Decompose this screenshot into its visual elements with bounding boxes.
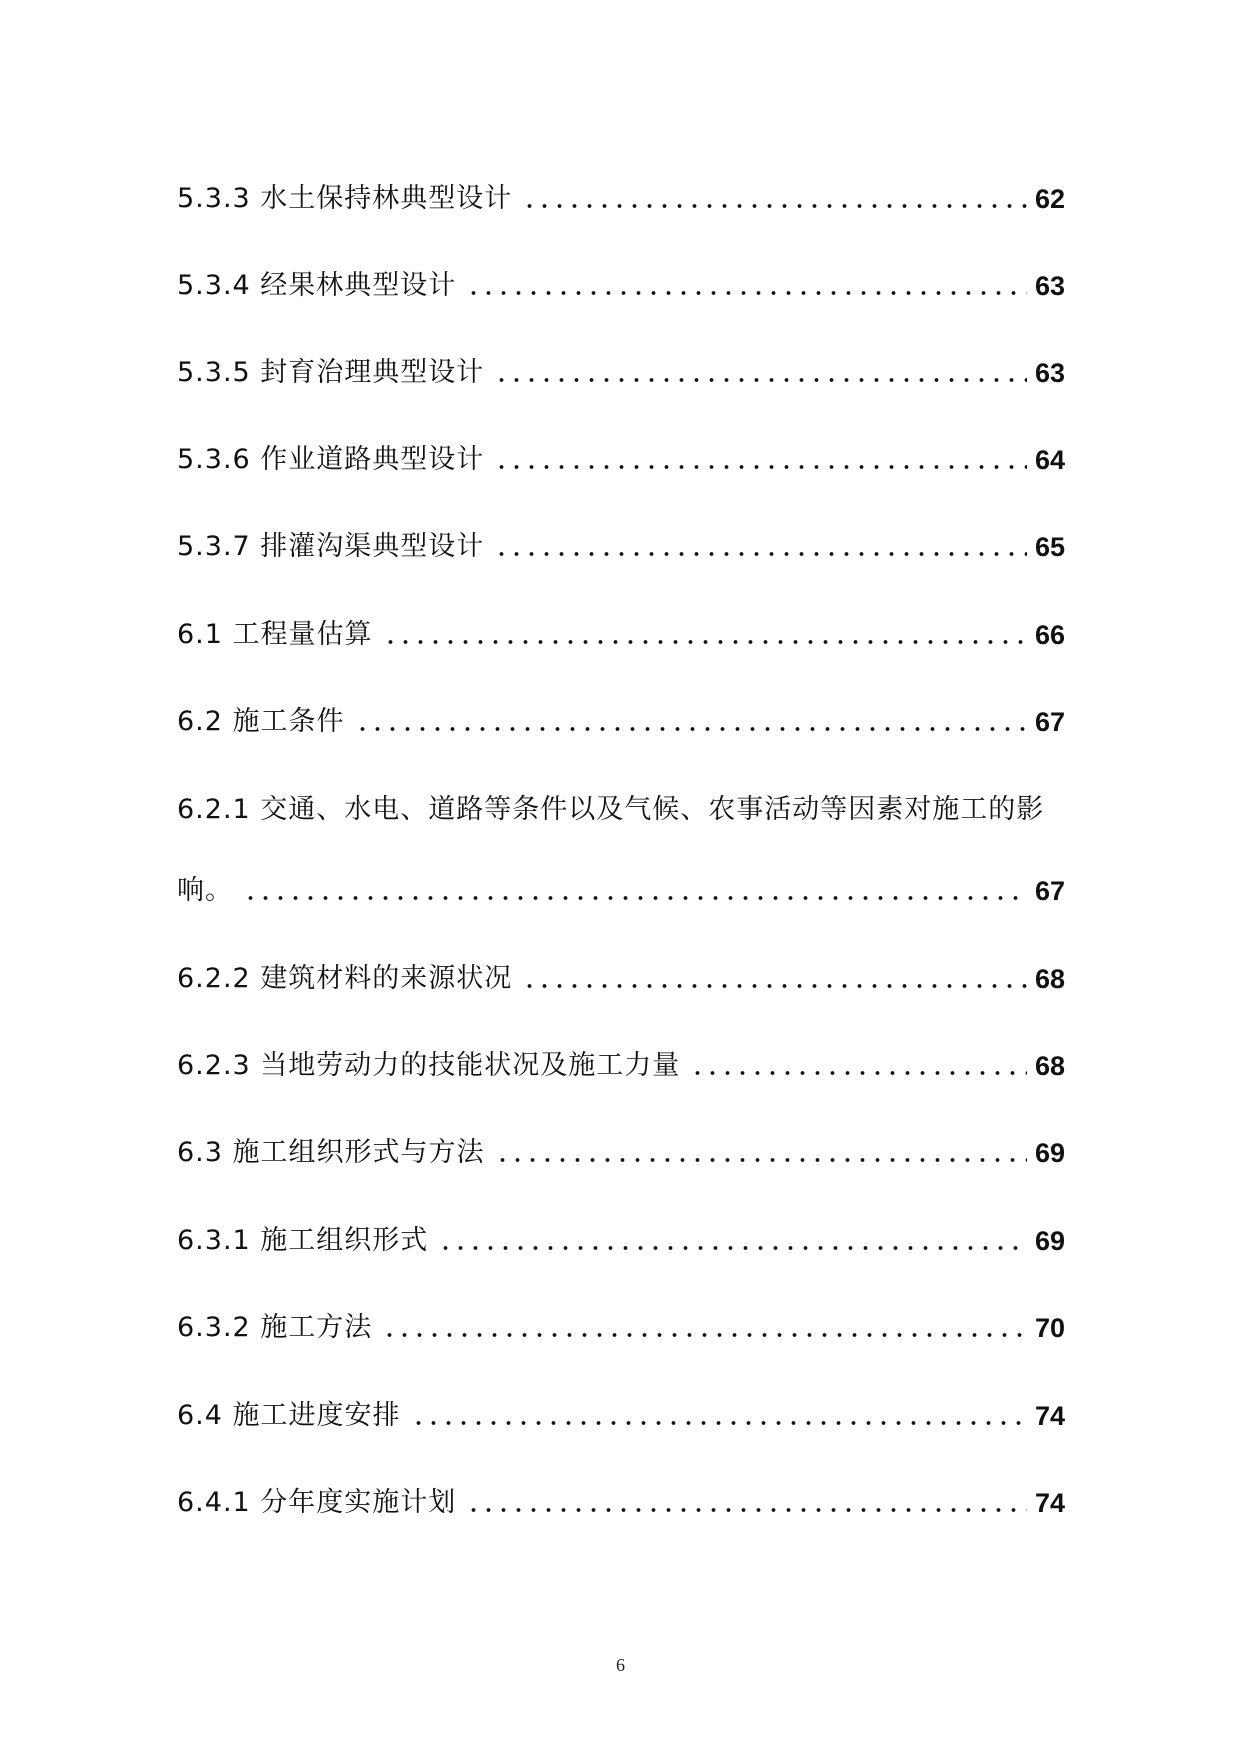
toc-entry-6-4[interactable]	[177, 1393, 1065, 1433]
dot-leader	[382, 1313, 1027, 1339]
toc-entry-label: 5.3.3 水土保持林典型设计	[177, 183, 513, 214]
toc-entry-6-2-2[interactable]	[177, 956, 1065, 996]
toc-entry-5-3-7[interactable]	[177, 524, 1065, 564]
toc-entry-6-2-1-line1[interactable]	[177, 787, 1065, 827]
toc-entry-page: 68	[1034, 964, 1065, 994]
toc-entry-label: 6.3.2 施工方法	[177, 1312, 373, 1343]
toc-entry-page: 70	[1034, 1313, 1065, 1343]
toc-entry-label: 6.3.1 施工组织形式	[177, 1225, 429, 1256]
toc-entry-page: 74	[1034, 1488, 1065, 1518]
toc-entry-page: 69	[1034, 1226, 1065, 1256]
toc-entry-5-3-3[interactable]	[177, 176, 1065, 216]
toc-entry-page: 68	[1034, 1051, 1065, 1081]
toc-entry-label: 6.2 施工条件	[177, 706, 345, 737]
toc-entry-label: 6.2.3 当地劳动力的技能状况及施工力量	[177, 1050, 681, 1081]
toc-entry-label: 5.3.6 作业道路典型设计	[177, 444, 485, 475]
toc-entry-label: 5.3.7 排灌沟渠典型设计	[177, 531, 485, 562]
dot-leader	[383, 620, 1027, 646]
dot-leader	[466, 1488, 1027, 1514]
toc-entry-page: 62	[1034, 184, 1065, 214]
toc-entry-label: 6.2.1 交通、水电、道路等条件以及气候、农事活动等因素对施工的影	[177, 794, 1045, 825]
dot-leader	[411, 1401, 1027, 1427]
toc-entry-page: 63	[1034, 358, 1065, 388]
dot-leader	[494, 445, 1027, 471]
dot-leader	[355, 707, 1027, 733]
toc-entry-5-3-6[interactable]	[177, 437, 1065, 477]
toc-entry-page: 67	[1034, 707, 1065, 737]
toc-entry-label: 6.4 施工进度安排	[177, 1400, 401, 1431]
dot-leader	[243, 876, 1027, 902]
toc-entry-6-2[interactable]	[177, 699, 1065, 739]
dot-leader	[522, 184, 1027, 210]
toc-entry-page: 64	[1034, 445, 1065, 475]
toc-entry-page: 66	[1034, 620, 1065, 650]
toc-entry-6-4-1[interactable]	[177, 1480, 1065, 1520]
dot-leader	[438, 1226, 1027, 1252]
toc-entry-page: 63	[1034, 271, 1065, 301]
toc-entry-label: 6.3 施工组织形式与方法	[177, 1137, 485, 1168]
dot-leader	[522, 964, 1027, 990]
toc-entry-5-3-4[interactable]	[177, 263, 1065, 303]
dot-leader	[495, 1138, 1027, 1164]
toc-entry-5-3-5[interactable]	[177, 350, 1065, 390]
toc-entry-6-2-1-line2[interactable]	[177, 868, 1065, 908]
toc-entry-page: 67	[1034, 876, 1065, 906]
toc-entry-page: 65	[1034, 532, 1065, 562]
toc-entry-6-3[interactable]	[177, 1130, 1065, 1170]
toc-entry-label: 5.3.4 经果林典型设计	[177, 270, 457, 301]
toc-entry-6-2-3[interactable]	[177, 1043, 1065, 1083]
dot-leader	[494, 358, 1027, 384]
dot-leader	[494, 532, 1027, 558]
dot-leader	[466, 271, 1027, 297]
toc-entry-page: 69	[1034, 1138, 1065, 1168]
toc-entry-label: 5.3.5 封育治理典型设计	[177, 357, 485, 388]
toc-entry-label: 6.2.2 建筑材料的来源状况	[177, 963, 513, 994]
toc-entry-6-3-2[interactable]	[177, 1305, 1065, 1345]
page-number: 6	[616, 1655, 625, 1675]
dot-leader	[690, 1051, 1027, 1077]
toc-entry-label: 6.4.1 分年度实施计划	[177, 1487, 457, 1518]
toc-entry-label: 6.1 工程量估算	[177, 619, 373, 650]
toc-entry-6-3-1[interactable]	[177, 1218, 1065, 1258]
toc-entry-label: 响。	[177, 875, 233, 906]
toc-entry-page: 74	[1034, 1401, 1065, 1431]
toc-entry-6-1[interactable]	[177, 612, 1065, 652]
